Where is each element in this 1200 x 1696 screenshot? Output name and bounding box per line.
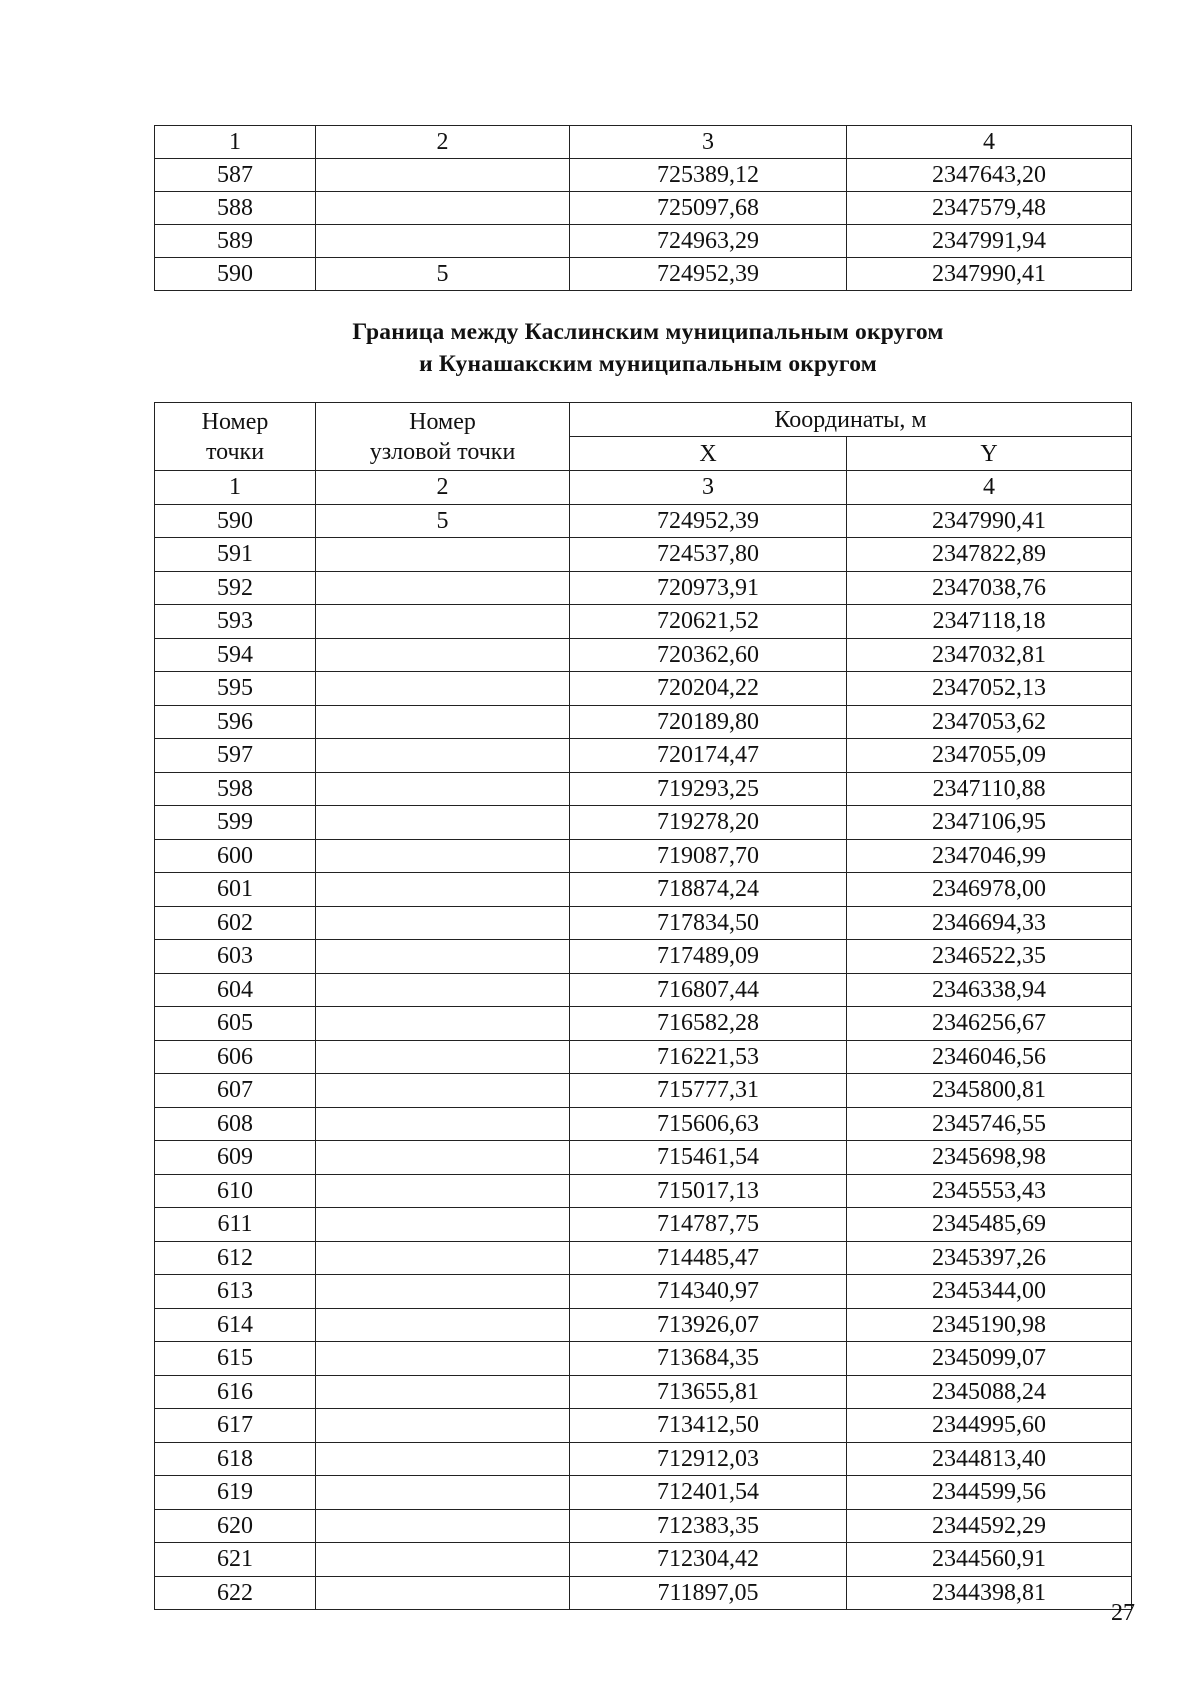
cell-node-number bbox=[316, 806, 570, 840]
cell-x: 724537,80 bbox=[570, 538, 847, 572]
cell-point-number: 1 bbox=[155, 471, 316, 505]
table-row bbox=[155, 772, 1132, 806]
cell-node-number bbox=[316, 159, 570, 192]
cell-y: 2344599,56 bbox=[847, 1476, 1132, 1510]
table-row bbox=[155, 504, 1132, 538]
cell-point-number: 615 bbox=[155, 1342, 316, 1376]
cell-node-number bbox=[316, 638, 570, 672]
table-row bbox=[155, 806, 1132, 840]
cell-x: 713926,07 bbox=[570, 1308, 847, 1342]
cell-y: 2345698,98 bbox=[847, 1141, 1132, 1175]
cell-x: 713684,35 bbox=[570, 1342, 847, 1376]
table-numbering-row bbox=[155, 126, 1132, 159]
cell-x: 720362,60 bbox=[570, 638, 847, 672]
cell-y: 2347990,41 bbox=[847, 504, 1132, 538]
cell-node-number bbox=[316, 739, 570, 773]
table-row bbox=[155, 605, 1132, 639]
cell-x: 713655,81 bbox=[570, 1375, 847, 1409]
cell-point-number: 597 bbox=[155, 739, 316, 773]
cell-y: 2345397,26 bbox=[847, 1241, 1132, 1275]
cell-node-number bbox=[316, 705, 570, 739]
table-header-row bbox=[155, 403, 1132, 437]
cell-x: 712912,03 bbox=[570, 1442, 847, 1476]
cell-x: 3 bbox=[570, 471, 847, 505]
table-row bbox=[155, 906, 1132, 940]
cell-x: 717489,09 bbox=[570, 940, 847, 974]
table-row bbox=[155, 1241, 1132, 1275]
header-coordinates: Координаты, м bbox=[570, 403, 1132, 437]
table-row bbox=[155, 1576, 1132, 1610]
cell-node-number bbox=[316, 1040, 570, 1074]
cell-x: 714787,75 bbox=[570, 1208, 847, 1242]
table-row bbox=[155, 638, 1132, 672]
cell-node-number bbox=[316, 1476, 570, 1510]
table-row bbox=[155, 1007, 1132, 1041]
table-row bbox=[155, 672, 1132, 706]
cell-point-number: 608 bbox=[155, 1107, 316, 1141]
cell-y: 2345553,43 bbox=[847, 1174, 1132, 1208]
cell-y: 2347579,48 bbox=[847, 192, 1132, 225]
cell-point-number: 591 bbox=[155, 538, 316, 572]
cell-x: 715777,31 bbox=[570, 1074, 847, 1108]
header-node-number-line1: Номер bbox=[409, 408, 476, 435]
cell-node-number bbox=[316, 1074, 570, 1108]
cell-point-number: 611 bbox=[155, 1208, 316, 1242]
cell-point-number: 610 bbox=[155, 1174, 316, 1208]
table-row bbox=[155, 1308, 1132, 1342]
cell-point-number: 604 bbox=[155, 973, 316, 1007]
header-node-number bbox=[316, 403, 570, 471]
cell-node-number bbox=[316, 1174, 570, 1208]
table-row bbox=[155, 1543, 1132, 1577]
table-row bbox=[155, 1107, 1132, 1141]
cell-y: 4 bbox=[847, 126, 1132, 159]
cell-node-number bbox=[316, 1107, 570, 1141]
table-row bbox=[155, 1074, 1132, 1108]
cell-point-number: 598 bbox=[155, 772, 316, 806]
top-coordinates-table bbox=[154, 125, 1132, 291]
cell-y: 4 bbox=[847, 471, 1132, 505]
cell-y: 2347038,76 bbox=[847, 571, 1132, 605]
cell-x: 720204,22 bbox=[570, 672, 847, 706]
cell-y: 2347990,41 bbox=[847, 258, 1132, 291]
cell-node-number bbox=[316, 571, 570, 605]
cell-x: 711897,05 bbox=[570, 1576, 847, 1610]
cell-y: 2345746,55 bbox=[847, 1107, 1132, 1141]
cell-x: 720189,80 bbox=[570, 705, 847, 739]
cell-y: 2344560,91 bbox=[847, 1543, 1132, 1577]
cell-x: 714340,97 bbox=[570, 1275, 847, 1309]
cell-y: 2347643,20 bbox=[847, 159, 1132, 192]
table-row bbox=[155, 873, 1132, 907]
table-row bbox=[155, 705, 1132, 739]
cell-point-number: 590 bbox=[155, 258, 316, 291]
cell-y: 2347052,13 bbox=[847, 672, 1132, 706]
cell-y: 2346522,35 bbox=[847, 940, 1132, 974]
header-x: X bbox=[570, 437, 847, 471]
cell-y: 2345485,69 bbox=[847, 1208, 1132, 1242]
cell-y: 2347118,18 bbox=[847, 605, 1132, 639]
cell-x: 715461,54 bbox=[570, 1141, 847, 1175]
page-number: 27 bbox=[1111, 1600, 1135, 1626]
cell-node-number bbox=[316, 1208, 570, 1242]
cell-node-number bbox=[316, 973, 570, 1007]
cell-y: 2347991,94 bbox=[847, 225, 1132, 258]
cell-point-number: 621 bbox=[155, 1543, 316, 1577]
cell-x: 724952,39 bbox=[570, 504, 847, 538]
cell-y: 2347055,09 bbox=[847, 739, 1132, 773]
table-row bbox=[155, 973, 1132, 1007]
cell-node-number bbox=[316, 192, 570, 225]
table-row bbox=[155, 1208, 1132, 1242]
cell-point-number: 594 bbox=[155, 638, 316, 672]
cell-point-number: 622 bbox=[155, 1576, 316, 1610]
table-row bbox=[155, 1509, 1132, 1543]
cell-point-number: 600 bbox=[155, 839, 316, 873]
table-row bbox=[155, 1342, 1132, 1376]
cell-y: 2346256,67 bbox=[847, 1007, 1132, 1041]
cell-node-number bbox=[316, 672, 570, 706]
cell-node-number bbox=[316, 1275, 570, 1309]
cell-x: 720621,52 bbox=[570, 605, 847, 639]
cell-node-number bbox=[316, 772, 570, 806]
cell-point-number: 619 bbox=[155, 1476, 316, 1510]
boundary-coordinates-table bbox=[154, 402, 1132, 1610]
table-row bbox=[155, 258, 1132, 291]
table-row bbox=[155, 538, 1132, 572]
cell-y: 2344398,81 bbox=[847, 1576, 1132, 1610]
cell-y: 2347053,62 bbox=[847, 705, 1132, 739]
cell-x: 717834,50 bbox=[570, 906, 847, 940]
cell-point-number: 592 bbox=[155, 571, 316, 605]
header-point-number-line2: точки bbox=[205, 438, 265, 465]
cell-y: 2346978,00 bbox=[847, 873, 1132, 907]
cell-y: 2345099,07 bbox=[847, 1342, 1132, 1376]
cell-y: 2345344,00 bbox=[847, 1275, 1132, 1309]
cell-point-number: 616 bbox=[155, 1375, 316, 1409]
table-row bbox=[155, 225, 1132, 258]
cell-point-number: 602 bbox=[155, 906, 316, 940]
cell-x: 718874,24 bbox=[570, 873, 847, 907]
cell-node-number: 2 bbox=[316, 126, 570, 159]
cell-x: 715606,63 bbox=[570, 1107, 847, 1141]
cell-point-number: 613 bbox=[155, 1275, 316, 1309]
cell-node-number bbox=[316, 1308, 570, 1342]
cell-node-number bbox=[316, 940, 570, 974]
cell-point-number: 603 bbox=[155, 940, 316, 974]
cell-y: 2346338,94 bbox=[847, 973, 1132, 1007]
cell-y: 2347046,99 bbox=[847, 839, 1132, 873]
cell-y: 2347032,81 bbox=[847, 638, 1132, 672]
cell-x: 725097,68 bbox=[570, 192, 847, 225]
cell-node-number bbox=[316, 1509, 570, 1543]
cell-y: 2345190,98 bbox=[847, 1308, 1132, 1342]
table-row bbox=[155, 1442, 1132, 1476]
cell-node-number bbox=[316, 1375, 570, 1409]
table-row bbox=[155, 739, 1132, 773]
cell-node-number bbox=[316, 906, 570, 940]
cell-point-number: 601 bbox=[155, 873, 316, 907]
cell-node-number bbox=[316, 1007, 570, 1041]
table-row bbox=[155, 571, 1132, 605]
cell-x: 714485,47 bbox=[570, 1241, 847, 1275]
cell-point-number: 587 bbox=[155, 159, 316, 192]
cell-node-number bbox=[316, 1342, 570, 1376]
table-row bbox=[155, 1275, 1132, 1309]
cell-x: 716221,53 bbox=[570, 1040, 847, 1074]
cell-x: 3 bbox=[570, 126, 847, 159]
cell-y: 2346694,33 bbox=[847, 906, 1132, 940]
cell-node-number bbox=[316, 1543, 570, 1577]
cell-x: 724963,29 bbox=[570, 225, 847, 258]
cell-point-number: 618 bbox=[155, 1442, 316, 1476]
cell-node-number: 5 bbox=[316, 258, 570, 291]
cell-node-number bbox=[316, 1241, 570, 1275]
table-row bbox=[155, 1375, 1132, 1409]
cell-x: 716807,44 bbox=[570, 973, 847, 1007]
cell-y: 2347110,88 bbox=[847, 772, 1132, 806]
cell-point-number: 609 bbox=[155, 1141, 316, 1175]
cell-node-number bbox=[316, 225, 570, 258]
cell-point-number: 599 bbox=[155, 806, 316, 840]
cell-point-number: 612 bbox=[155, 1241, 316, 1275]
table-row bbox=[155, 1174, 1132, 1208]
cell-y: 2345800,81 bbox=[847, 1074, 1132, 1108]
cell-x: 712401,54 bbox=[570, 1476, 847, 1510]
cell-x: 720973,91 bbox=[570, 571, 847, 605]
cell-y: 2347106,95 bbox=[847, 806, 1132, 840]
cell-y: 2344813,40 bbox=[847, 1442, 1132, 1476]
cell-x: 725389,12 bbox=[570, 159, 847, 192]
cell-y: 2345088,24 bbox=[847, 1375, 1132, 1409]
cell-point-number: 589 bbox=[155, 225, 316, 258]
table-row bbox=[155, 192, 1132, 225]
cell-node-number bbox=[316, 1409, 570, 1443]
cell-node-number bbox=[316, 873, 570, 907]
cell-node-number: 2 bbox=[316, 471, 570, 505]
cell-y: 2344592,29 bbox=[847, 1509, 1132, 1543]
cell-x: 719087,70 bbox=[570, 839, 847, 873]
header-point-number bbox=[155, 403, 316, 471]
cell-point-number: 595 bbox=[155, 672, 316, 706]
cell-point-number: 607 bbox=[155, 1074, 316, 1108]
header-y: Y bbox=[847, 437, 1132, 471]
cell-node-number: 5 bbox=[316, 504, 570, 538]
cell-x: 719278,20 bbox=[570, 806, 847, 840]
cell-y: 2346046,56 bbox=[847, 1040, 1132, 1074]
cell-point-number: 617 bbox=[155, 1409, 316, 1443]
cell-node-number bbox=[316, 839, 570, 873]
cell-y: 2347822,89 bbox=[847, 538, 1132, 572]
cell-x: 724952,39 bbox=[570, 258, 847, 291]
cell-point-number: 1 bbox=[155, 126, 316, 159]
table-numbering-row bbox=[155, 471, 1132, 505]
cell-node-number bbox=[316, 538, 570, 572]
cell-x: 715017,13 bbox=[570, 1174, 847, 1208]
cell-x: 720174,47 bbox=[570, 739, 847, 773]
cell-node-number bbox=[316, 1141, 570, 1175]
cell-x: 716582,28 bbox=[570, 1007, 847, 1041]
cell-node-number bbox=[316, 1442, 570, 1476]
cell-y: 2344995,60 bbox=[847, 1409, 1132, 1443]
cell-point-number: 596 bbox=[155, 705, 316, 739]
cell-x: 712383,35 bbox=[570, 1509, 847, 1543]
cell-point-number: 614 bbox=[155, 1308, 316, 1342]
cell-point-number: 590 bbox=[155, 504, 316, 538]
cell-point-number: 605 bbox=[155, 1007, 316, 1041]
cell-point-number: 606 bbox=[155, 1040, 316, 1074]
cell-point-number: 620 bbox=[155, 1509, 316, 1543]
table-row bbox=[155, 1040, 1132, 1074]
header-node-number-line2: узловой точки bbox=[369, 438, 516, 465]
table-row bbox=[155, 159, 1132, 192]
cell-point-number: 588 bbox=[155, 192, 316, 225]
cell-node-number bbox=[316, 1576, 570, 1610]
table-row bbox=[155, 1409, 1132, 1443]
cell-x: 712304,42 bbox=[570, 1543, 847, 1577]
header-point-number-line1: Номер bbox=[201, 408, 269, 435]
table-row bbox=[155, 1141, 1132, 1175]
table-row bbox=[155, 1476, 1132, 1510]
cell-x: 719293,25 bbox=[570, 772, 847, 806]
table-row bbox=[155, 940, 1132, 974]
cell-point-number: 593 bbox=[155, 605, 316, 639]
section-title-line2: и Кунашакским муниципальным округом bbox=[419, 351, 877, 377]
table-row bbox=[155, 839, 1132, 873]
cell-x: 713412,50 bbox=[570, 1409, 847, 1443]
section-title-line1: Граница между Каслинским муниципальным округом bbox=[352, 319, 944, 345]
cell-node-number bbox=[316, 605, 570, 639]
